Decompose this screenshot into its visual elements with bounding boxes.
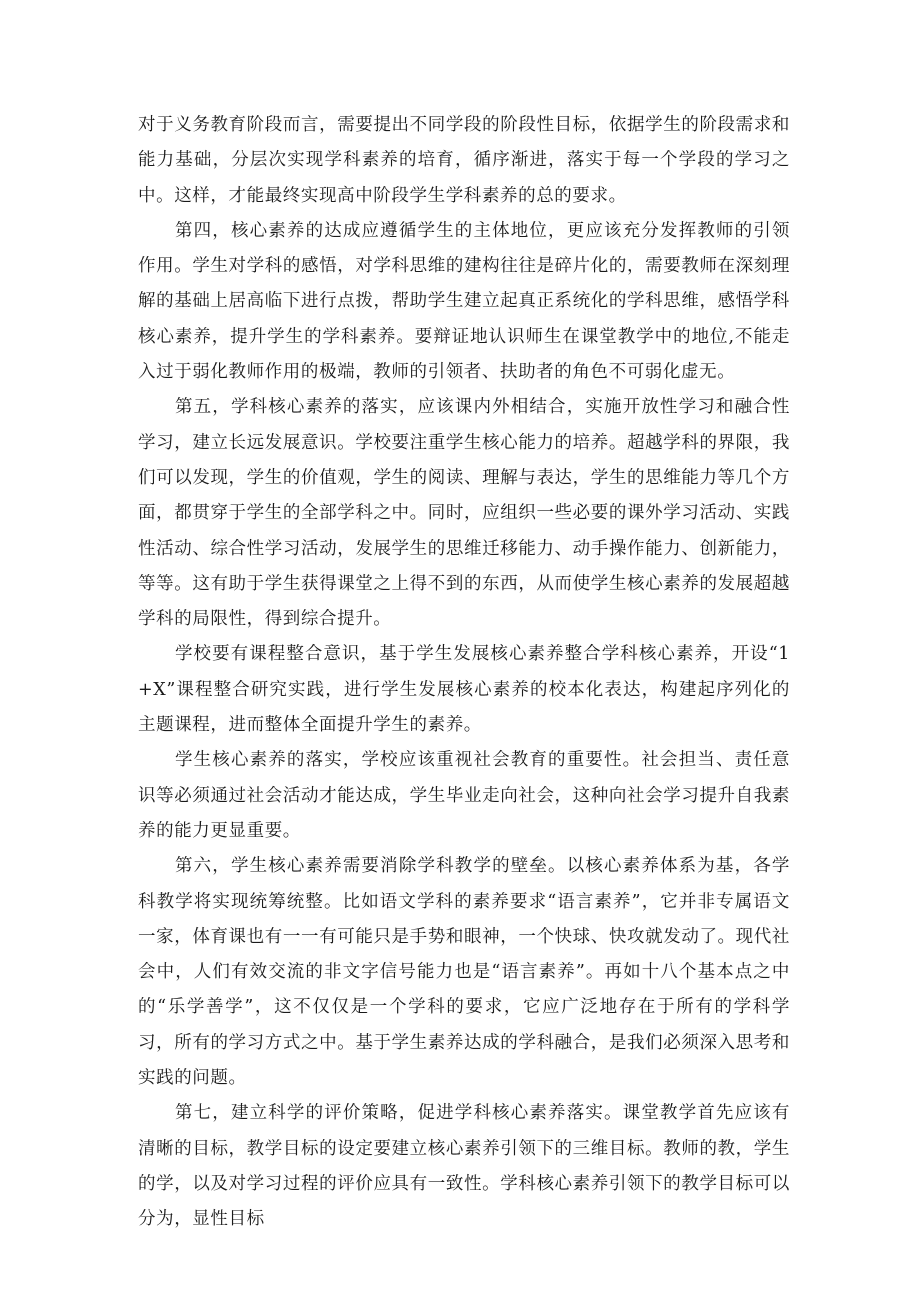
paragraph-point-six: 第六，学生核心素养需要消除学科教学的壁垒。以核心素养体系为基，各学科教学将实现统筹统整。比如语文学科的素养要求“语言素养”，它并非专属语文一家，体育课也有一一有可能只是手势和眼神，一个快球、快攻就发动了。现代社会中，人们有效交流的非文字信号能力也是“语言素养”。再如十八个基本点之中的“乐学善学”，这不仅仅是一个学科的要求，它应广泛地存在于所有的学科学习，所有的学习方式之中。基于学生素养达成的学科融合，是我们必须深入思考和实践的问题。 <box>138 856 790 1089</box>
paragraph-point-five: 第五，学科核心素养的落实，应该课内外相结合，实施开放性学习和融合性学习，建立长远发展意识。学校要注重学生核心能力的培养。超越学科的界限，我们可以发现，学生的价值观，学生的阅读、理解与表达，学生的思维能力等几个方面，都贯穿于学生的全部学科之中。同时，应组织一些必要的课外学习活动、实践性活动、综合性学习活动，发展学生的思维迁移能力、动手操作能力、创新能力，等等。这有助于学生获得课堂之上得不到的东西，从而使学生核心素养的发展超越学科的局限性，得到综合提升。 <box>138 397 790 630</box>
paragraph-point-seven: 第七，建立科学的评价策略，促进学科核心素养落实。课堂教学首先应该有清晰的目标，教学目标的设定要建立核心素养引领下的三维目标。教师的教，学生的学，以及对学习过程的评价应具有一致性。学科核心素养引领下的教学目标可以分为，显性目标 <box>138 1103 790 1230</box>
paragraph-curriculum-integration: 学校要有课程整合意识，基于学生发展核心素养整合学科核心素养，开设“1+X”课程整合研究实践，进行学生发展核心素养的校本化表达，构建起序列化的主题课程，进而整体全面提升学生的素养。 <box>138 644 790 736</box>
document-body <box>138 108 790 1238</box>
paragraph-point-four: 第四，核心素养的达成应遵循学生的主体地位，更应该充分发挥教师的引领作用。学生对学科的感悟，对学科思维的建构往往是碎片化的，需要教师在深刻理解的基础上居高临下进行点拨，帮助学生建立起真正系统化的学科思维，感悟学科核心素养，提升学生的学科素养。要辩证地认识师生在课堂教学中的地位,不能走入过于弱化教师作用的极端，教师的引领者、扶助者的角色不可弱化虚无。 <box>138 220 790 383</box>
paragraph-social-education: 学生核心素养的落实，学校应该重视社会教育的重要性。社会担当、责任意识等必须通过社会活动才能达成，学生毕业走向社会，这种向社会学习提升自我素养的能力更显重要。 <box>138 750 790 841</box>
paragraph-continuation: 对于义务教育阶段而言，需要提出不同学段的阶段性目标，依据学生的阶段需求和能力基础，分层次实现学科素养的培育，循序渐进，落实于每一个学段的学习之中。这样，才能最终实现高中阶段学生学科素养的总的要求。 <box>138 115 790 206</box>
